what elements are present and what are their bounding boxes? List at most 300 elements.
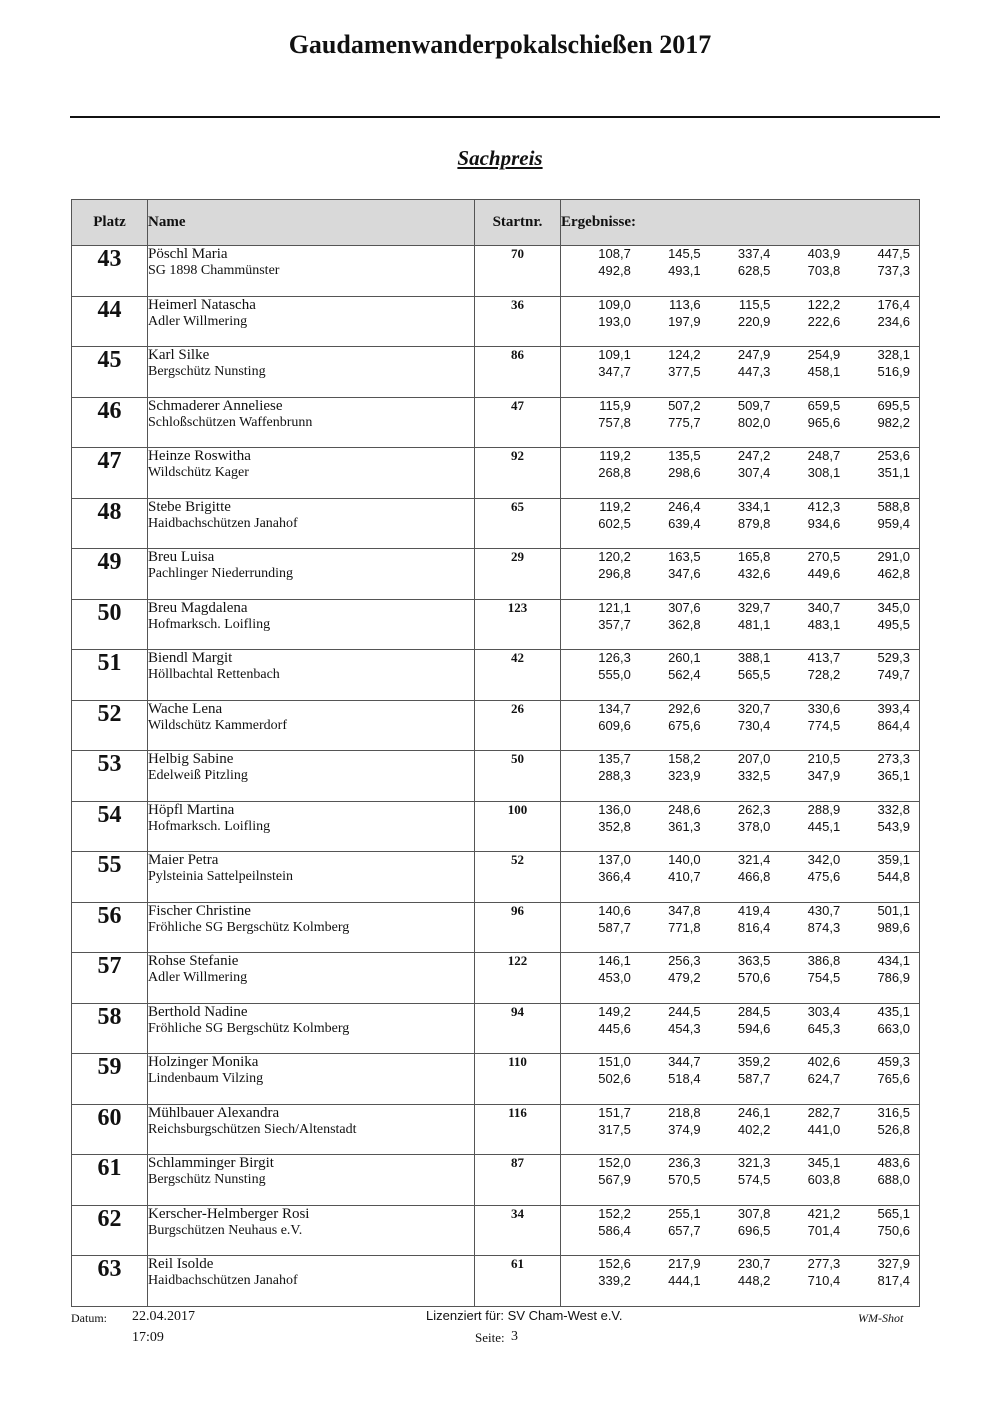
- score-value: 329,7: [737, 599, 771, 615]
- score-line: [561, 465, 919, 482]
- score-value: 218,8: [668, 1104, 701, 1120]
- scores-cell: [561, 852, 920, 903]
- score-value: 339,2: [598, 1273, 631, 1288]
- scores-cell: [561, 902, 920, 953]
- table-header-row: [72, 200, 920, 246]
- table-row: [72, 751, 920, 802]
- score-value: 260,1: [668, 650, 701, 665]
- score-value: 247,2: [737, 448, 771, 463]
- score-value: 121,1: [598, 599, 631, 615]
- score-value: 256,3: [668, 953, 701, 968]
- scores-cell: [561, 1155, 920, 1206]
- score-value: 115,5: [738, 296, 771, 312]
- name-cell: [148, 852, 475, 903]
- start-number-cell: 86: [475, 347, 561, 398]
- scores-cell: [561, 296, 920, 347]
- score-value: 248,6: [668, 801, 701, 817]
- score-line: [561, 768, 919, 785]
- score-value: 757,8: [598, 414, 631, 430]
- score-line: [561, 667, 919, 684]
- score-value: 317,5: [598, 1121, 631, 1137]
- score-value: 453,0: [598, 970, 631, 985]
- club-name: Wildschütz Kager: [148, 465, 249, 480]
- score-line: [561, 415, 919, 432]
- score-value: 445,1: [807, 818, 841, 834]
- scores-cell: [561, 397, 920, 448]
- rank-cell: 55: [72, 852, 148, 903]
- score-value: 255,1: [668, 1205, 701, 1221]
- rank-cell: 44: [72, 296, 148, 347]
- table-row: [72, 397, 920, 448]
- score-value: 352,8: [598, 818, 631, 834]
- score-value: 459,3: [877, 1054, 910, 1069]
- score-value: 140,6: [598, 902, 631, 918]
- score-value: 345,0: [877, 599, 910, 615]
- score-value: 303,4: [807, 1003, 841, 1019]
- start-number-cell: 29: [475, 549, 561, 600]
- table-row: [72, 801, 920, 852]
- score-value: 786,9: [877, 970, 910, 985]
- scores-cell: [561, 1003, 920, 1054]
- club-name: Bergschütz Nunsting: [148, 1172, 266, 1187]
- scores-cell: [561, 1104, 920, 1155]
- score-value: 982,2: [877, 414, 910, 430]
- score-value: 344,7: [668, 1054, 701, 1069]
- score-value: 412,3: [807, 498, 841, 514]
- name-cell: [148, 498, 475, 549]
- shooter-name: Maier Petra: [148, 852, 219, 868]
- score-value: 347,7: [598, 364, 631, 379]
- score-value: 419,4: [737, 902, 771, 918]
- score-value: 675,6: [668, 717, 701, 733]
- start-number-cell: 52: [475, 852, 561, 903]
- name-cell: [148, 953, 475, 1004]
- score-value: 217,9: [668, 1256, 701, 1271]
- score-value: 565,1: [877, 1205, 910, 1221]
- shooter-name: Wache Lena: [148, 700, 223, 717]
- score-value: 254,9: [807, 347, 841, 362]
- score-value: 119,2: [599, 498, 631, 514]
- score-value: 109,1: [598, 347, 631, 362]
- table-row: [72, 347, 920, 398]
- score-line: [561, 364, 919, 381]
- scores-cell: [561, 700, 920, 751]
- score-value: 565,5: [737, 667, 771, 682]
- score-value: 158,2: [668, 751, 701, 766]
- shooter-name: Karl Silke: [148, 347, 210, 363]
- score-line: [561, 1054, 919, 1071]
- score-value: 292,6: [668, 700, 701, 716]
- score-value: 284,5: [737, 1003, 771, 1019]
- score-line: [561, 1021, 919, 1038]
- club-name: Haidbachschützen Janahof: [148, 515, 298, 531]
- club-name: Haidbachschützen Janahof: [148, 1273, 298, 1288]
- score-value: 441,0: [807, 1121, 841, 1137]
- score-line: [561, 1273, 919, 1290]
- score-value: 817,4: [877, 1273, 910, 1288]
- score-value: 774,5: [807, 717, 841, 733]
- score-value: 193,0: [598, 313, 631, 329]
- shooter-name: Pöschl Maria: [148, 246, 228, 262]
- start-number-cell: 65: [475, 498, 561, 549]
- shooter-name: Holzinger Monika: [148, 1054, 259, 1070]
- score-line: [561, 347, 919, 364]
- name-cell: [148, 549, 475, 600]
- start-number-cell: 70: [475, 246, 561, 297]
- score-value: 296,8: [598, 566, 631, 581]
- results-body: [72, 246, 920, 1307]
- score-line: [561, 802, 919, 819]
- shooter-name: Breu Luisa: [148, 549, 215, 565]
- score-value: 728,2: [807, 667, 841, 682]
- score-value: 529,3: [877, 650, 910, 665]
- name-cell: [148, 700, 475, 751]
- score-line: [561, 903, 919, 920]
- score-value: 802,0: [737, 414, 771, 430]
- scores-cell: [561, 1205, 920, 1256]
- rank-cell: 43: [72, 246, 148, 297]
- header-platz: Platz: [72, 200, 148, 246]
- score-value: 152,2: [598, 1205, 631, 1221]
- club-name: Fröhliche SG Bergschütz Kolmberg: [148, 919, 350, 935]
- shooter-name: Rohse Stefanie: [148, 953, 239, 969]
- score-value: 359,1: [877, 852, 910, 867]
- table-row: [72, 650, 920, 701]
- start-number-cell: 122: [475, 953, 561, 1004]
- start-number-cell: 94: [475, 1003, 561, 1054]
- score-line: [561, 852, 919, 869]
- score-value: 135,7: [598, 751, 631, 766]
- start-number-cell: 87: [475, 1155, 561, 1206]
- score-value: 270,5: [807, 549, 841, 564]
- rank-cell: 59: [72, 1054, 148, 1105]
- score-line: [561, 549, 919, 566]
- score-value: 749,7: [877, 667, 910, 682]
- score-value: 327,9: [877, 1256, 910, 1271]
- score-value: 307,8: [737, 1205, 771, 1221]
- score-value: 365,1: [877, 768, 910, 783]
- score-value: 402,6: [807, 1054, 841, 1069]
- score-value: 328,1: [877, 347, 910, 362]
- score-value: 701,4: [807, 1222, 841, 1238]
- score-value: 253,6: [877, 448, 910, 463]
- score-value: 413,7: [807, 650, 841, 665]
- start-number-cell: 123: [475, 599, 561, 650]
- score-value: 363,5: [737, 953, 771, 968]
- score-line: [561, 650, 919, 667]
- score-line: [561, 819, 919, 836]
- score-value: 366,4: [598, 869, 631, 884]
- score-line: [561, 1256, 919, 1273]
- shooter-name: Biendl Margit: [148, 650, 233, 666]
- rank-cell: 54: [72, 801, 148, 852]
- scores-cell: [561, 347, 920, 398]
- name-cell: [148, 650, 475, 701]
- score-line: [561, 617, 919, 634]
- score-value: 483,1: [807, 616, 841, 632]
- section-subtitle: Sachpreis: [457, 146, 543, 170]
- score-value: 119,2: [599, 448, 631, 463]
- score-value: 374,9: [668, 1121, 701, 1137]
- club-name: Adler Willmering: [148, 313, 248, 329]
- score-line: [561, 448, 919, 465]
- score-value: 145,5: [668, 246, 701, 261]
- score-value: 334,1: [737, 498, 771, 514]
- score-value: 146,1: [598, 953, 631, 968]
- score-value: 663,0: [877, 1020, 910, 1036]
- score-value: 410,7: [668, 869, 701, 884]
- rank-cell: 47: [72, 448, 148, 499]
- score-value: 273,3: [877, 751, 910, 766]
- score-value: 771,8: [668, 919, 701, 935]
- score-line: [561, 751, 919, 768]
- name-cell: [148, 347, 475, 398]
- start-number-cell: 47: [475, 397, 561, 448]
- table-row: [72, 448, 920, 499]
- score-value: 151,0: [598, 1054, 631, 1069]
- club-name: Edelweiß Pitzling: [148, 768, 248, 783]
- score-line: [561, 499, 919, 516]
- table-row: [72, 599, 920, 650]
- score-value: 587,7: [737, 1071, 771, 1086]
- rank-cell: 57: [72, 953, 148, 1004]
- score-value: 307,6: [668, 599, 701, 615]
- score-value: 816,4: [737, 919, 771, 935]
- score-value: 197,9: [668, 313, 701, 329]
- score-line: [561, 516, 919, 533]
- score-value: 507,2: [668, 397, 701, 413]
- score-value: 483,6: [877, 1155, 910, 1170]
- footer-date: 22.04.2017: [132, 1309, 195, 1324]
- score-line: [561, 297, 919, 314]
- score-value: 321,3: [737, 1155, 771, 1170]
- score-value: 136,0: [598, 801, 631, 817]
- rank-cell: 60: [72, 1104, 148, 1155]
- score-value: 570,6: [737, 970, 771, 985]
- score-value: 989,6: [877, 919, 910, 935]
- score-value: 244,5: [668, 1003, 701, 1019]
- scores-cell: [561, 1256, 920, 1307]
- score-value: 495,5: [877, 616, 910, 632]
- score-value: 124,2: [668, 347, 701, 362]
- score-value: 347,9: [807, 768, 841, 783]
- score-value: 330,6: [807, 700, 841, 716]
- table-row: [72, 1003, 920, 1054]
- score-value: 176,4: [877, 296, 910, 312]
- score-value: 645,3: [807, 1020, 841, 1036]
- table-row: [72, 246, 920, 297]
- score-value: 163,5: [668, 549, 701, 564]
- score-value: 378,0: [737, 818, 771, 834]
- score-line: [561, 263, 919, 280]
- score-value: 466,8: [737, 869, 771, 884]
- table-row: [72, 902, 920, 953]
- name-cell: [148, 1003, 475, 1054]
- score-value: 445,6: [598, 1020, 631, 1036]
- header-startnr: Startnr.: [475, 200, 561, 246]
- table-row: [72, 700, 920, 751]
- footer-page-number: 3: [511, 1329, 518, 1344]
- name-cell: [148, 599, 475, 650]
- score-value: 594,6: [737, 1020, 771, 1036]
- score-value: 248,7: [807, 448, 841, 463]
- score-value: 659,5: [807, 397, 841, 413]
- rank-cell: 62: [72, 1205, 148, 1256]
- score-value: 458,1: [807, 364, 841, 379]
- score-value: 730,4: [737, 717, 771, 733]
- start-number-cell: 92: [475, 448, 561, 499]
- score-value: 448,2: [737, 1273, 771, 1288]
- score-value: 207,0: [737, 751, 771, 766]
- score-value: 737,3: [877, 263, 910, 278]
- score-value: 152,0: [598, 1155, 631, 1170]
- name-cell: [148, 1054, 475, 1105]
- name-cell: [148, 296, 475, 347]
- shooter-name: Heinze Roswitha: [148, 448, 251, 464]
- table-row: [72, 549, 920, 600]
- scores-cell: [561, 650, 920, 701]
- score-value: 115,9: [599, 397, 631, 413]
- table-row: [72, 498, 920, 549]
- score-value: 543,9: [877, 818, 910, 834]
- start-number-cell: 116: [475, 1104, 561, 1155]
- score-line: [561, 1223, 919, 1240]
- score-value: 320,7: [737, 700, 771, 716]
- start-number-cell: 42: [475, 650, 561, 701]
- score-line: [561, 600, 919, 617]
- footer-date-label: Datum:: [71, 1311, 107, 1325]
- scores-cell: [561, 1054, 920, 1105]
- score-value: 210,5: [807, 751, 841, 766]
- score-value: 447,5: [877, 246, 910, 261]
- start-number-cell: 96: [475, 902, 561, 953]
- score-value: 282,7: [807, 1104, 841, 1120]
- table-row: [72, 1155, 920, 1206]
- table-row: [72, 1054, 920, 1105]
- score-line: [561, 701, 919, 718]
- score-value: 879,8: [737, 515, 771, 531]
- score-value: 624,7: [807, 1071, 841, 1086]
- score-value: 703,8: [807, 263, 841, 278]
- club-name: Lindenbaum Vilzing: [148, 1071, 264, 1086]
- club-name: SG 1898 Chammünster: [148, 263, 280, 278]
- score-value: 526,8: [877, 1121, 910, 1137]
- score-value: 754,5: [807, 970, 841, 985]
- score-value: 357,7: [598, 616, 631, 632]
- score-value: 393,4: [877, 700, 910, 716]
- score-value: 454,3: [668, 1020, 701, 1036]
- score-value: 435,1: [877, 1003, 910, 1019]
- score-value: 447,3: [737, 364, 771, 379]
- page-title: Gaudamenwanderpokalschießen 2017: [288, 30, 712, 59]
- score-value: 587,7: [598, 919, 631, 935]
- name-cell: [148, 397, 475, 448]
- rank-cell: 53: [72, 751, 148, 802]
- score-value: 135,5: [668, 448, 701, 463]
- score-value: 388,1: [737, 650, 771, 665]
- table-row: [72, 852, 920, 903]
- score-value: 555,0: [598, 667, 631, 682]
- score-value: 493,1: [668, 263, 701, 278]
- header-ergebnisse: Ergebnisse:: [561, 200, 920, 246]
- score-value: 277,3: [807, 1256, 841, 1271]
- shooter-name: Heimerl Natascha: [148, 296, 256, 313]
- score-value: 332,8: [877, 801, 910, 817]
- start-number-cell: 34: [475, 1205, 561, 1256]
- club-name: Fröhliche SG Bergschütz Kolmberg: [148, 1020, 350, 1036]
- name-cell: [148, 1104, 475, 1155]
- score-line: [561, 1071, 919, 1088]
- score-value: 574,5: [737, 1172, 771, 1187]
- score-value: 570,5: [668, 1172, 701, 1187]
- scores-cell: [561, 448, 920, 499]
- header-name: Name: [148, 200, 475, 246]
- score-value: 134,7: [598, 700, 631, 716]
- scores-cell: [561, 801, 920, 852]
- score-value: 444,1: [668, 1273, 701, 1288]
- start-number-cell: 61: [475, 1256, 561, 1307]
- rank-cell: 61: [72, 1155, 148, 1206]
- shooter-name: Schlamminger Birgit: [148, 1155, 274, 1171]
- shooter-name: Breu Magdalena: [148, 599, 248, 616]
- club-name: Wildschütz Kammerdorf: [148, 717, 288, 733]
- name-cell: [148, 801, 475, 852]
- score-value: 874,3: [807, 919, 841, 935]
- results-table: [71, 199, 920, 1307]
- score-value: 959,4: [877, 515, 910, 531]
- score-value: 347,6: [668, 566, 701, 581]
- score-value: 481,1: [737, 616, 771, 632]
- rank-cell: 46: [72, 397, 148, 448]
- score-line: [561, 1172, 919, 1189]
- rank-cell: 49: [72, 549, 148, 600]
- shooter-name: Reil Isolde: [148, 1256, 214, 1272]
- scores-cell: [561, 246, 920, 297]
- score-value: 268,8: [598, 465, 631, 480]
- score-value: 509,7: [737, 397, 771, 413]
- score-value: 152,6: [598, 1256, 631, 1271]
- start-number-cell: 36: [475, 296, 561, 347]
- score-line: [561, 920, 919, 937]
- shooter-name: Fischer Christine: [148, 902, 251, 919]
- score-value: 247,9: [737, 347, 771, 362]
- score-value: 342,0: [807, 852, 841, 867]
- score-value: 696,5: [737, 1222, 771, 1238]
- scores-cell: [561, 953, 920, 1004]
- score-value: 432,6: [737, 566, 771, 581]
- scores-cell: [561, 549, 920, 600]
- footer-brand: WM-Shot: [858, 1311, 904, 1325]
- score-value: 332,5: [737, 768, 771, 783]
- club-name: Pachlinger Niederrunding: [148, 566, 294, 581]
- score-value: 402,2: [737, 1121, 771, 1137]
- score-value: 246,1: [737, 1104, 771, 1120]
- score-line: [561, 246, 919, 263]
- score-value: 518,4: [668, 1071, 701, 1086]
- score-value: 340,7: [807, 599, 841, 615]
- score-line: [561, 718, 919, 735]
- rank-cell: 50: [72, 599, 148, 650]
- club-name: Burgschützen Neuhaus e.V.: [148, 1222, 303, 1238]
- score-value: 501,1: [877, 902, 910, 918]
- score-value: 386,8: [807, 953, 841, 968]
- score-value: 562,4: [668, 667, 701, 682]
- score-value: 434,1: [877, 953, 910, 968]
- score-line: [561, 1155, 919, 1172]
- shooter-name: Schmaderer Anneliese: [148, 397, 283, 414]
- score-value: 307,4: [737, 465, 771, 480]
- score-value: 403,9: [807, 246, 841, 261]
